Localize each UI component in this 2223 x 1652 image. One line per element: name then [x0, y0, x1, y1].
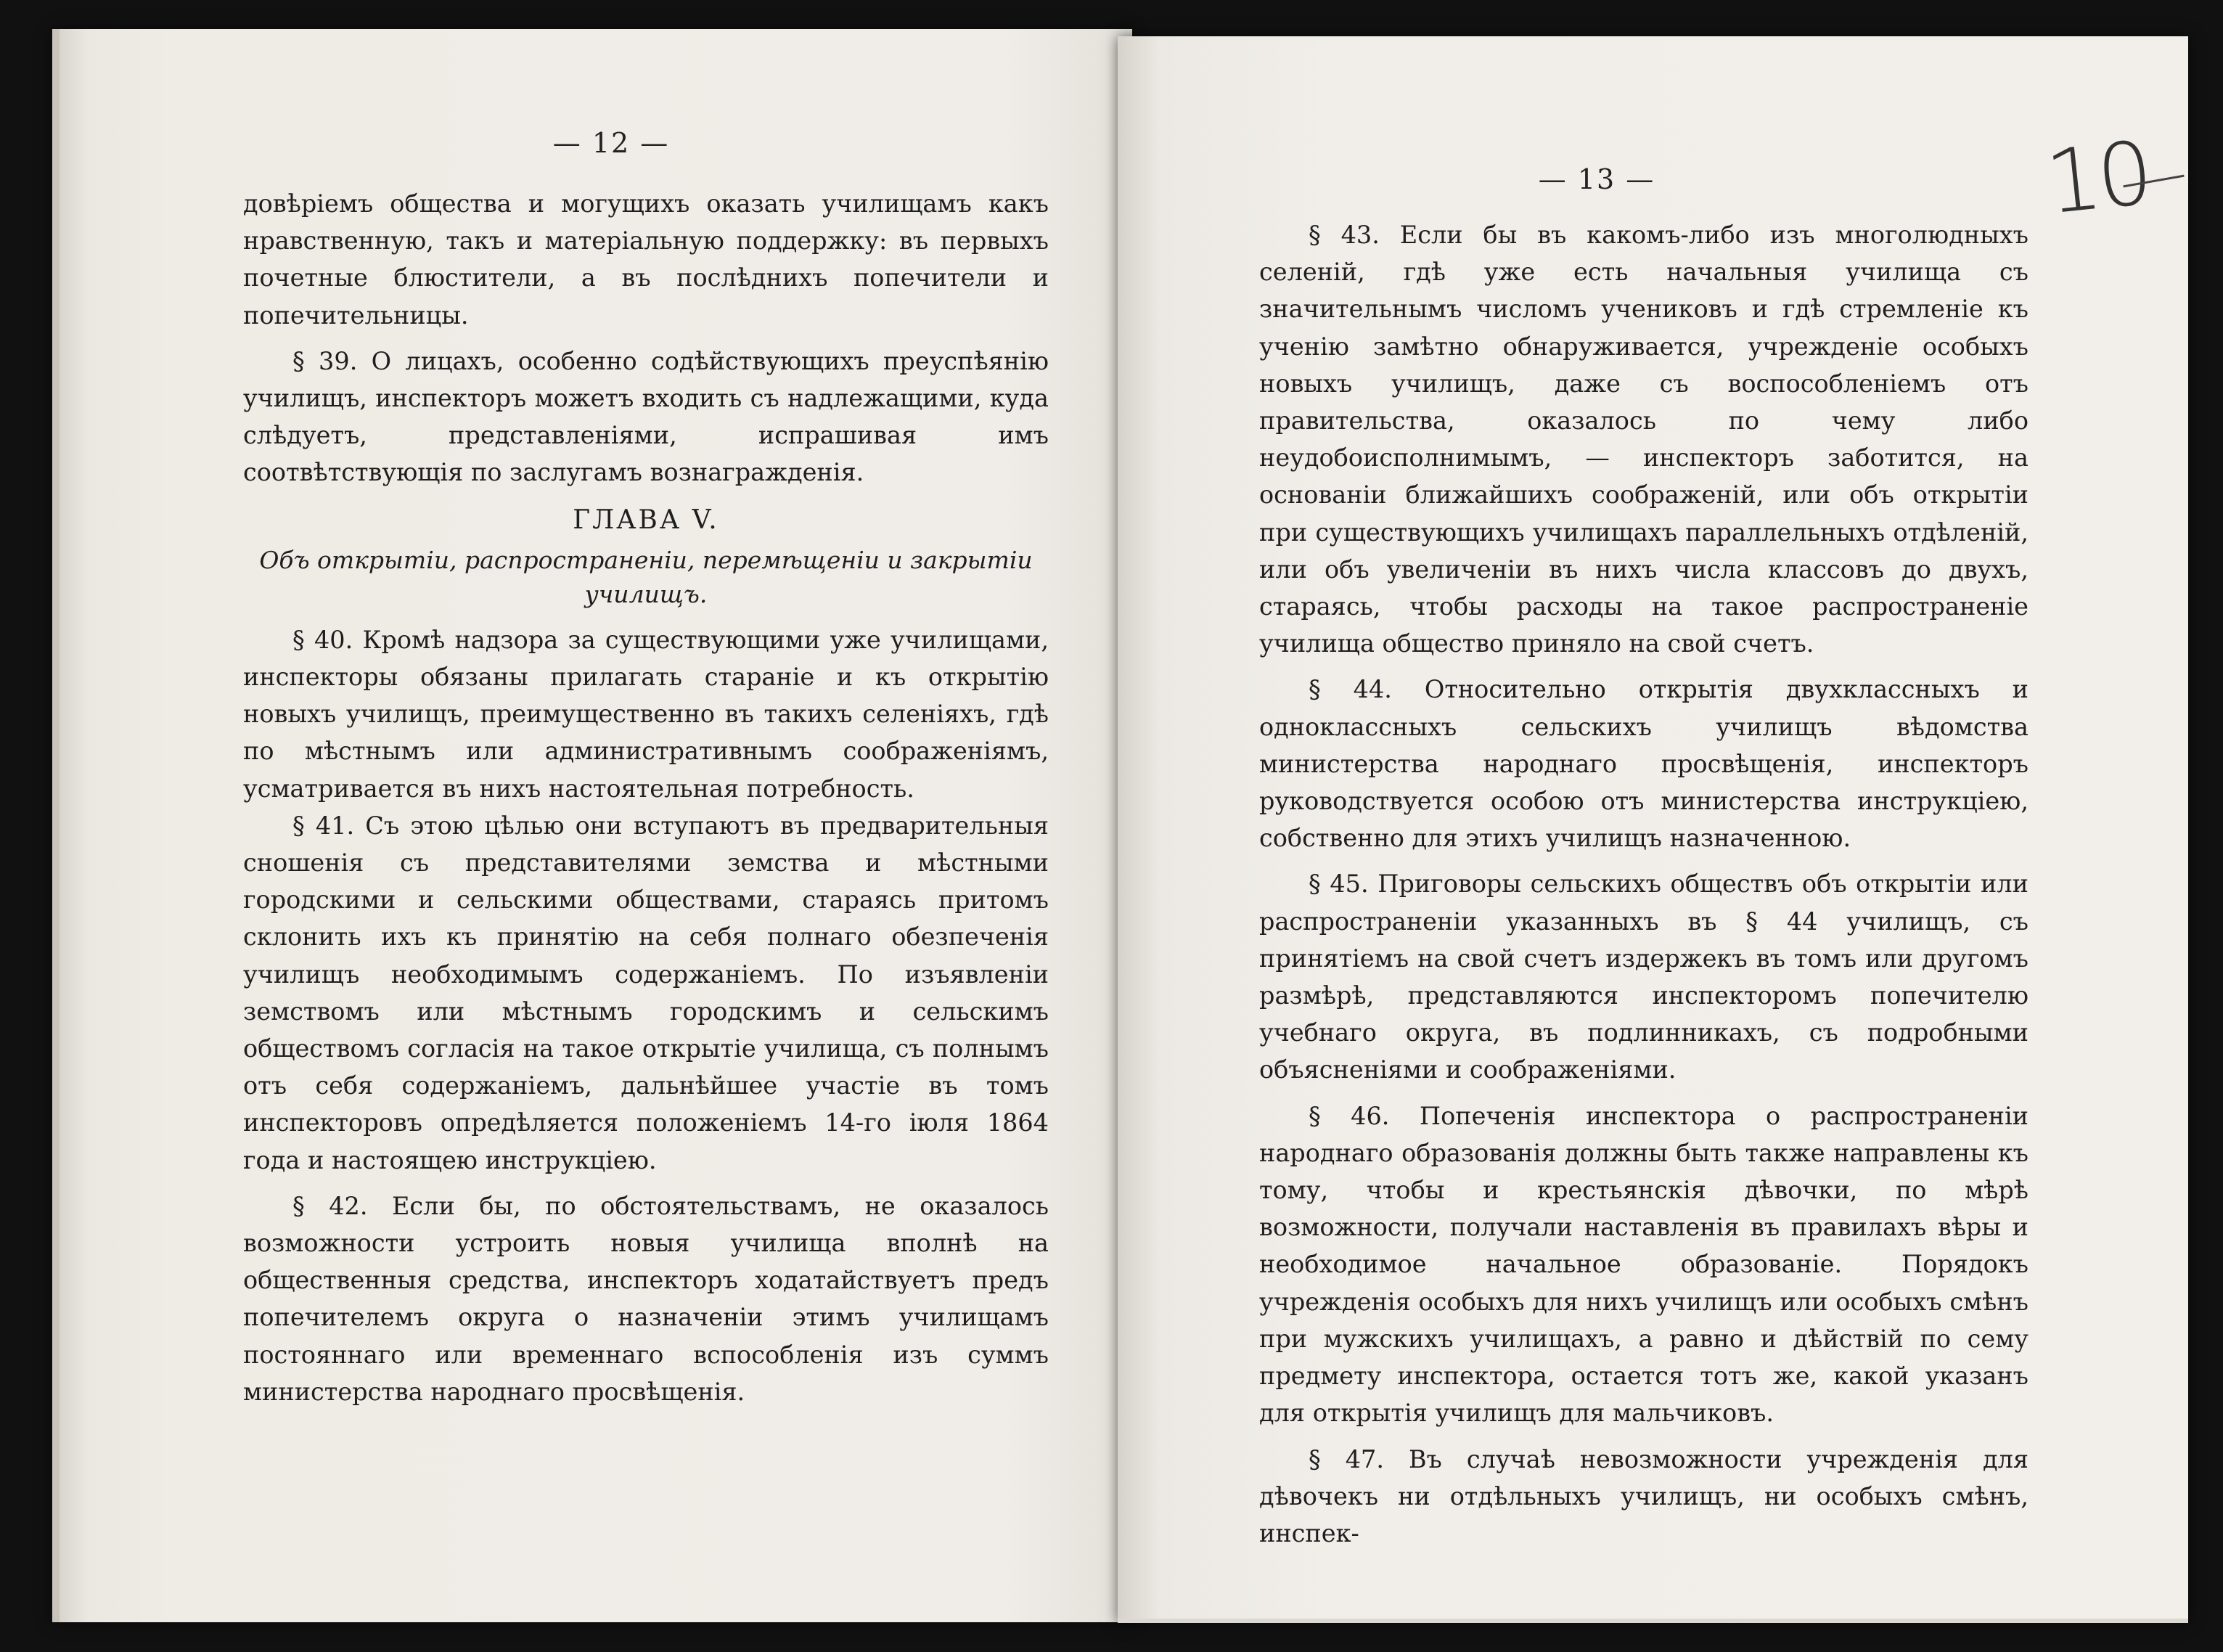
- paragraph-43: § 43. Если бы въ какомъ-либо изъ многолюдныхъ селеній, гдѣ уже есть начальныя училища съ значительнымъ числомъ учениковъ и гдѣ стремленіе къ ученію замѣтно обнаруживается, учрежденіе особыхъ новыхъ училищъ, даже съ воспособленіемъ отъ правительства, оказалось по чему либо неудобоисполнимымъ, — инспекторъ заботится, на основаніи ближайшихъ соображеній, или объ открытіи при существующихъ училищахъ параллельныхъ отдѣленій, или объ увеличеніи въ нихъ числа классовъ до двухъ, стараясь, чтобы расходы на такое распространеніе училища общество приняло на свой счетъ.: [1259, 221, 2028, 658]
- paragraph-39: § 39. О лицахъ, особенно содѣйствующихъ преуспѣянію училищъ, инспекторъ можетъ входить съ надлежащими, куда слѣдуетъ, представленіями, испрашивая имъ соотвѣтствующія по заслугамъ вознагражденія.: [243, 346, 1049, 487]
- paragraph-continuation: довѣріемъ общества и могущихъ оказать училищамъ какъ нравственную, такъ и матеріальную поддержку: въ первыхъ почетные блюстители, а въ послѣднихъ попечители и попечительницы.: [243, 189, 1049, 330]
- paragraph-42: § 42. Если бы, по обстоятельствамъ, не оказалось возможности устроить новыя училища вполнѣ на общественныя средства, инспекторъ ходатайствуетъ предъ попечителемъ округа о назначеніи этимъ училищамъ постояннаго или временнаго вспособленія изъ суммъ министерства народнаго просвѣщенія.: [243, 1191, 1049, 1406]
- paragraph-45: § 45. Приговоры сельскихъ обществъ объ открытіи или распространеніи указанныхъ въ § 44 училищъ, съ принятіемъ на свой счетъ издержекъ въ томъ или другомъ размѣрѣ, представляются инспекторомъ попечителю учебнаго округа, въ подлинникахъ, съ подробными объясненіями и соображеніями.: [1259, 870, 2028, 1084]
- page-number-left: — 12 —: [552, 127, 670, 159]
- right-page-text: [1259, 216, 2028, 1552]
- handwritten-folio-number: 10: [2041, 123, 2154, 234]
- page-number-right: — 13 —: [1538, 163, 1655, 195]
- right-page: [1118, 36, 2188, 1623]
- chapter-subtitle: Объ открытіи, распространеніи, перемѣщеніи и закрытіи училищъ.: [259, 545, 1033, 608]
- paragraph-46: § 46. Попеченія инспектора о распространеніи народнаго образованія должны быть также направлены къ тому, чтобы и крестьянскія дѣвочки, по мѣрѣ возможности, получали наставленія въ правилахъ вѣры и необходимое начальное образованіе. Порядокъ учрежденія особыхъ для нихъ училищъ или особыхъ смѣнъ при мужскихъ училищахъ, а равно и дѣйствій по сему предмету инспектора, остается тотъ же, какой указанъ для открытія училищъ для мальчиковъ.: [1259, 1101, 2028, 1428]
- chapter-heading: ГЛАВА V.: [573, 504, 719, 535]
- paragraph-47: § 47. Въ случаѣ невозможности учрежденія для дѣвочекъ ни отдѣльныхъ училищъ, ни особыхъ смѣнъ, инспек-: [1259, 1444, 2028, 1547]
- paragraph-41: § 41. Съ этою цѣлью они вступаютъ въ предварительныя сношенія съ представителями земства и мѣстными городскими и сельскими обществами, стараясь притомъ склонить ихъ къ принятію на себя полнаго обезпеченія училищъ необходимымъ содержаніемъ. По изъявленіи земствомъ или мѣстнымъ городскимъ и сельскимъ обществомъ согласія на такое открытіе училища, съ полнымъ отъ себя содержаніемъ, дальнѣйшее участіе въ томъ инспекторовъ опредѣляется положеніемъ 14-го іюля 1864 года и настоящею инструкціею.: [243, 811, 1049, 1174]
- left-page-text: [243, 185, 1049, 1410]
- left-page: [52, 29, 1132, 1622]
- paragraph-40: § 40. Кромѣ надзора за существующими уже училищами, инспекторы обязаны прилагать стараніе и къ открытію новыхъ училищъ, преимущественно въ такихъ селеніяхъ, гдѣ по мѣстнымъ или административнымъ соображеніямъ, усматривается въ нихъ настоятельная потребность.: [243, 625, 1049, 803]
- paragraph-44: § 44. Относительно открытія двухклассныхъ и одноклассныхъ сельскихъ училищъ вѣдомства министерства народнаго просвѣщенія, инспекторъ руководствуется особою отъ министерства инструкціею, собственно для этихъ училищъ назначенною.: [1259, 675, 2028, 853]
